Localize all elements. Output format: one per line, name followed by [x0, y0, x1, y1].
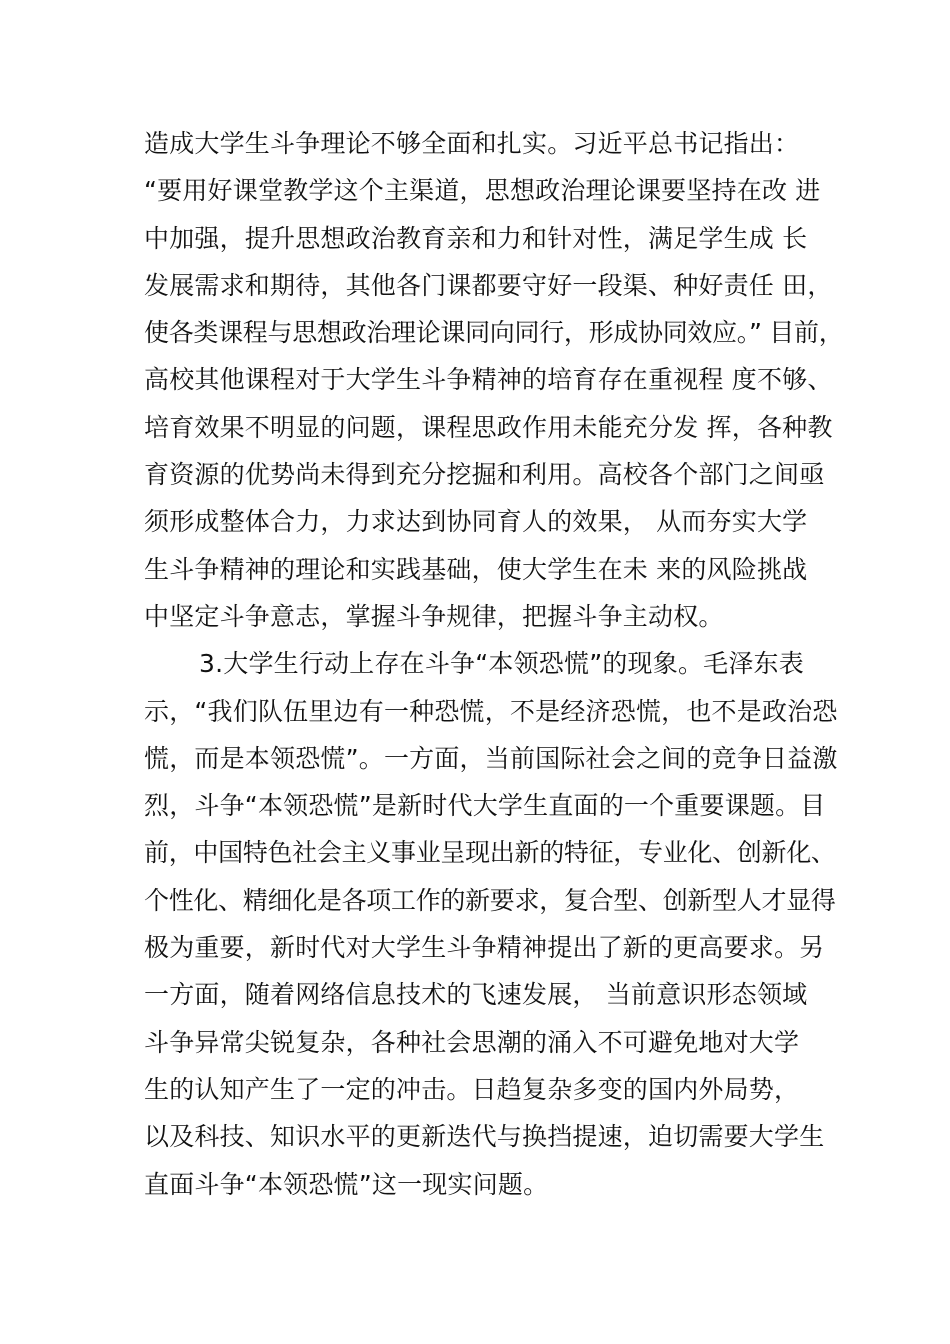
text-line: 直面斗争“本领恐慌”这一现实问题。 — [144, 1169, 549, 1199]
text-line: “要用好课堂教学这个主渠道，思想政治理论课要坚持在改 进 — [144, 176, 821, 206]
text-line: 斗争异常尖锐复杂，各种社会思潮的涌入不可避免地对大学 — [144, 1027, 800, 1057]
text-line: 生的认知产生了一定的冲击。日趋复杂多变的国内外局势， — [144, 1074, 800, 1104]
text-line: 烈，斗争“本领恐慌”是新时代大学生直面的一个重要课题。目 — [144, 791, 826, 821]
text-line: 示，“我们队伍里边有一种恐慌，不是经济恐慌，也不是政治恐 — [144, 696, 838, 726]
text-line: 极为重要，新时代对大学生斗争精神提出了新的更高要求。另 — [144, 933, 825, 963]
section-heading-line: 3.大学生行动上存在斗争“本领恐慌”的现象。毛泽东表 — [199, 649, 804, 679]
text-line: 前，中国特色社会主义事业呈现出新的特征，专业化、创新化、 — [144, 838, 836, 868]
text-line: 培育效果不明显的问题，课程思政作用未能充分发 挥，各种教 — [144, 412, 833, 442]
text-line: 使各类课程与思想政治理论课同向同行，形成协同效应。” 目前， — [144, 318, 844, 348]
text-line: 育资源的优势尚未得到充分挖掘和利用。高校各个部门之间亟 — [144, 460, 825, 490]
text-line: 个性化、精细化是各项工作的新要求，复合型、创新型人才显得 — [144, 885, 836, 915]
text-line: 须形成整体合力，力求达到协同育人的效果， 从而夯实大学 — [144, 507, 808, 537]
text-line: 生斗争精神的理论和实践基础，使大学生在未 来的风险挑战 — [144, 554, 808, 584]
text-line: 高校其他课程对于大学生斗争精神的培育存在重视程 度不够、 — [144, 365, 833, 395]
text-line: 中加强，提升思想政治教育亲和力和针对性，满足学生成 长 — [144, 223, 808, 253]
text-line: 造成大学生斗争理论不够全面和扎实。习近平总书记指出： — [144, 129, 800, 158]
text-line: 一方面，随着网络信息技术的飞速发展， 当前意识形态领域 — [144, 980, 808, 1010]
body-text — [144, 120, 844, 1208]
text-line: 中坚定斗争意志，掌握斗争规律，把握斗争主动权。 — [144, 601, 724, 631]
text-line: 以及科技、知识水平的更新迭代与换挡提速，迫切需要大学生 — [144, 1122, 825, 1152]
text-line: 发展需求和期待，其他各门课都要守好一段渠、种好责任 田， — [144, 270, 833, 300]
text-line: 慌，而是本领恐慌”。一方面，当前国际社会之间的竞争日益激 — [144, 743, 838, 773]
